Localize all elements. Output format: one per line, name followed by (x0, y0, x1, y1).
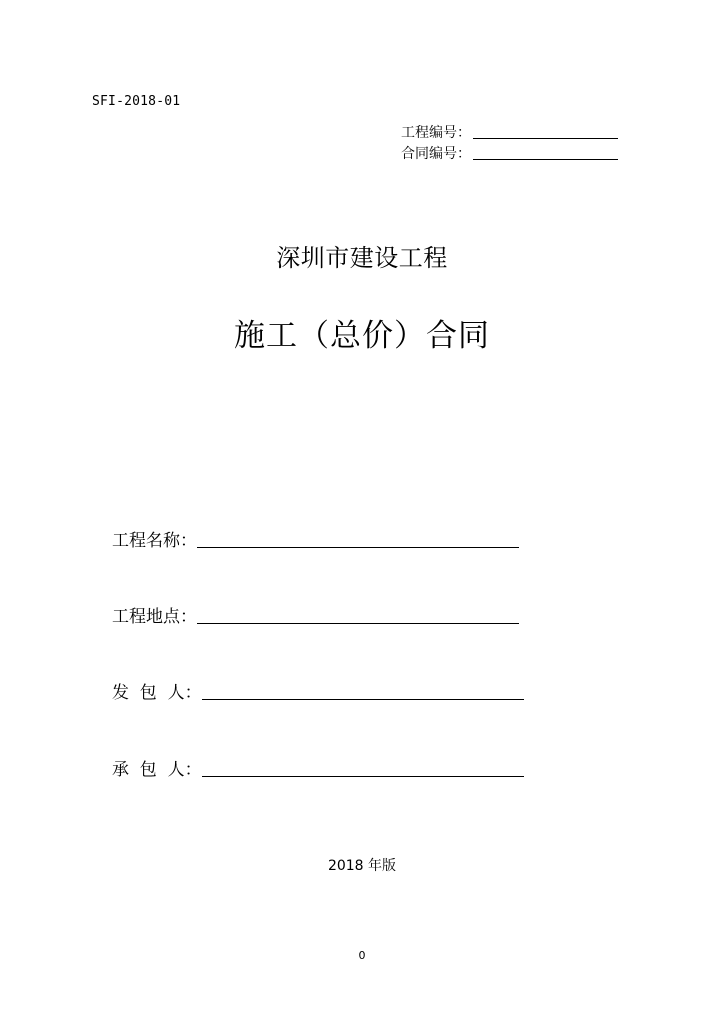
project-name-row (112, 527, 519, 551)
employer-label: 发 包 人： (112, 683, 202, 703)
project-number-blank-line (473, 137, 618, 139)
employer-row (112, 679, 524, 703)
contract-number-blank-line (473, 158, 618, 160)
project-number-label: 工程编号： (401, 125, 471, 141)
project-site-label: 工程地点： (112, 607, 197, 627)
document-title-line-1: 深圳市建设工程 (276, 244, 448, 272)
contractor-label: 承 包 人： (112, 760, 202, 780)
project-number-row (401, 122, 618, 142)
project-site-row (112, 603, 519, 627)
edition-label: 2018 年版 (327, 858, 397, 874)
contract-number-label: 合同编号： (401, 146, 471, 162)
project-name-blank-line (197, 546, 519, 548)
contractor-row (112, 756, 524, 780)
document-code: SFI-2018-01 (92, 94, 181, 109)
project-site-blank-line (197, 622, 519, 624)
document-title-line-2: 施工（总价）合同 (234, 318, 490, 354)
project-name-label: 工程名称： (112, 531, 197, 551)
contract-number-row (401, 143, 618, 163)
employer-blank-line (202, 698, 524, 700)
page-number: 0 (358, 949, 366, 962)
contractor-blank-line (202, 775, 524, 777)
